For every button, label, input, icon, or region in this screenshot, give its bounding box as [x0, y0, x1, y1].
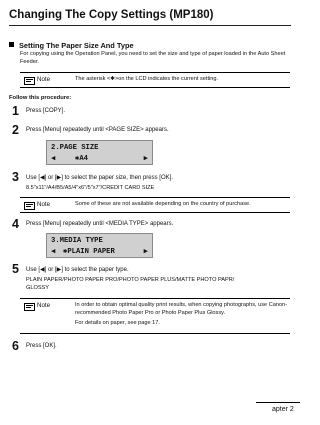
note-text: Some of these are not available depending on the country of purchase. [75, 201, 251, 207]
lcd-display-page-size [46, 140, 153, 165]
title-rule [9, 25, 291, 26]
left-arrow-icon: ◀ [51, 248, 56, 256]
note-icon [24, 303, 35, 311]
note-bottom-rule [20, 212, 290, 213]
note-box-1 [20, 72, 290, 88]
square-bullet-icon [9, 42, 14, 47]
lcd-line-1: 2.PAGE SIZE [51, 144, 99, 152]
lcd-value: ✱A4 [75, 155, 88, 163]
step-text: Press [COPY]. [26, 108, 66, 114]
left-arrow-icon: ◀ [51, 155, 56, 163]
note-badge [20, 75, 64, 85]
step-number: 5 [12, 262, 19, 276]
note-top-rule [20, 72, 290, 73]
note-bottom-rule [20, 87, 290, 88]
right-arrow-icon: ▶ [143, 248, 148, 256]
step-number: 3 [12, 170, 19, 184]
step-text: Use [◀] or [▶] to select the paper size, then press [OK]. [26, 175, 173, 181]
step-number: 1 [12, 104, 19, 118]
follow-heading: Follow this procedure: [9, 95, 72, 101]
note-label: Note [37, 76, 51, 83]
step-text: Press [OK]. [26, 343, 57, 349]
note-label: Note [37, 302, 51, 309]
note-text: The asterisk <✱>on the LCD indicates the current setting. [75, 76, 219, 82]
note-text-2: For details on paper, see page 17. [75, 320, 160, 326]
note-bottom-rule [20, 333, 290, 334]
note-top-rule [20, 197, 290, 198]
step-text: Press [Menu] repeatedly until <MEDIA TYPE> appears. [26, 221, 174, 227]
note-box-3 [20, 298, 290, 334]
note-box-2 [20, 197, 290, 213]
note-badge [20, 301, 64, 311]
note-icon [24, 202, 35, 210]
right-arrow-icon: ▶ [143, 155, 148, 163]
section-heading-text: Setting The Paper Size And Type [19, 41, 134, 50]
step-number: 6 [12, 339, 19, 353]
lcd-display-media-type [46, 233, 153, 258]
lcd-value: ✱PLAIN PAPER [63, 248, 115, 256]
intro-text: For copying using the Operation Panel, you need to set the size and type of paper loaded in the Auto Sheet Feeder. [20, 51, 286, 65]
note-top-rule [20, 298, 290, 299]
footer-rule [256, 402, 300, 403]
note-text: In order to obtain optimal quality print results, when copying photographs, use Canon-recommended Photo Paper Pro or Photo Paper Plus Glossy. [75, 302, 288, 316]
step-text: Press [Menu] repeatedly until <PAGE SIZE> appears. [26, 127, 169, 133]
note-badge [20, 200, 64, 210]
step-number: 4 [12, 217, 19, 231]
note-icon [24, 77, 35, 85]
section-heading [9, 41, 134, 50]
step-text: Use [◀] or [▶] to select the paper type. [26, 267, 129, 273]
page-title: Changing The Copy Settings (MP180) [9, 9, 214, 21]
step-number: 2 [12, 123, 19, 137]
paper-size-options: 8.5"x11"/A4/B5/A5/4"x6"/5"x7"/CREDIT CARD SIZE [26, 185, 155, 191]
chapter-footer: apter 2 [272, 406, 294, 413]
paper-type-options: PLAIN PAPER/PHOTO PAPER PRO/PHOTO PAPER PLUS/MATTE PHOTO PAPR/ GLOSSY [26, 277, 235, 291]
lcd-line-1: 3.MEDIA TYPE [51, 237, 103, 245]
note-label: Note [37, 201, 51, 208]
